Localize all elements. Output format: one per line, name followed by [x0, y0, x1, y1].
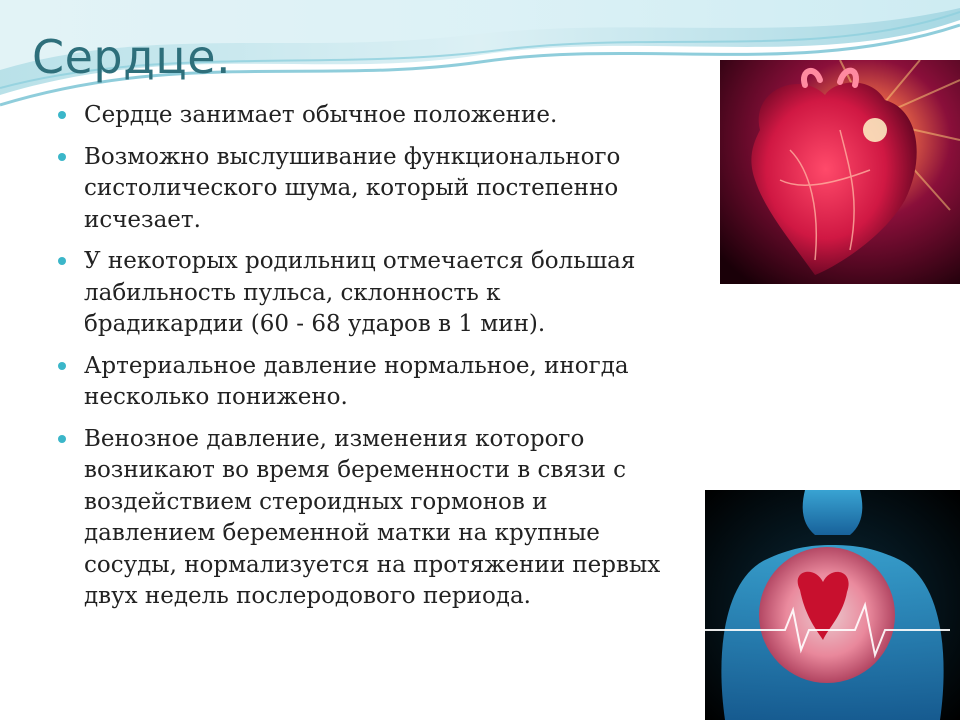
bullet-line: лабильность пульса, склонность к	[84, 279, 501, 306]
bullet-dot-icon	[58, 153, 66, 161]
bullet-item	[52, 100, 712, 132]
bullet-line: исчезает.	[84, 206, 201, 233]
bullet-dot-icon	[58, 111, 66, 119]
bullet-dot-icon	[58, 435, 66, 443]
bullet-list	[52, 100, 712, 623]
bullet-line: брадикардии (60 - 68 ударов в 1 мин).	[84, 311, 546, 337]
bullet-item	[52, 424, 712, 613]
bullet-line: Артериальное давление нормальное, иногда	[84, 352, 629, 379]
bullet-line: Венозное давление, изменения которого	[84, 425, 585, 452]
bullet-line: У некоторых родильниц отмечается большая	[84, 248, 636, 274]
bullet-dot-icon	[58, 257, 66, 265]
bullet-dot-icon	[58, 362, 66, 370]
bullet-item	[52, 351, 712, 414]
bullet-line: сосуды, нормализуется на протяжении первых	[84, 551, 661, 578]
bullet-line: несколько понижено.	[84, 384, 348, 410]
torso-heart-illustration	[705, 490, 960, 720]
bullet-line: двух недель послеродового периода.	[84, 583, 531, 609]
bullet-line: давлением беременной матки на крупные	[84, 520, 600, 546]
bullet-item	[52, 246, 712, 341]
slide-title: Сердце.	[32, 30, 232, 84]
bullet-line: воздействием стероидных гормонов и	[84, 488, 548, 515]
bullet-line: систолического шума, который постепенно	[84, 175, 619, 201]
bullet-line: возникают во время беременности в связи с	[84, 457, 626, 483]
bullet-line: Сердце занимает обычное положение.	[84, 102, 558, 128]
bullet-line: Возможно выслушивание функционального	[84, 143, 621, 170]
heart-illustration	[720, 60, 960, 284]
bullet-item	[52, 142, 712, 237]
